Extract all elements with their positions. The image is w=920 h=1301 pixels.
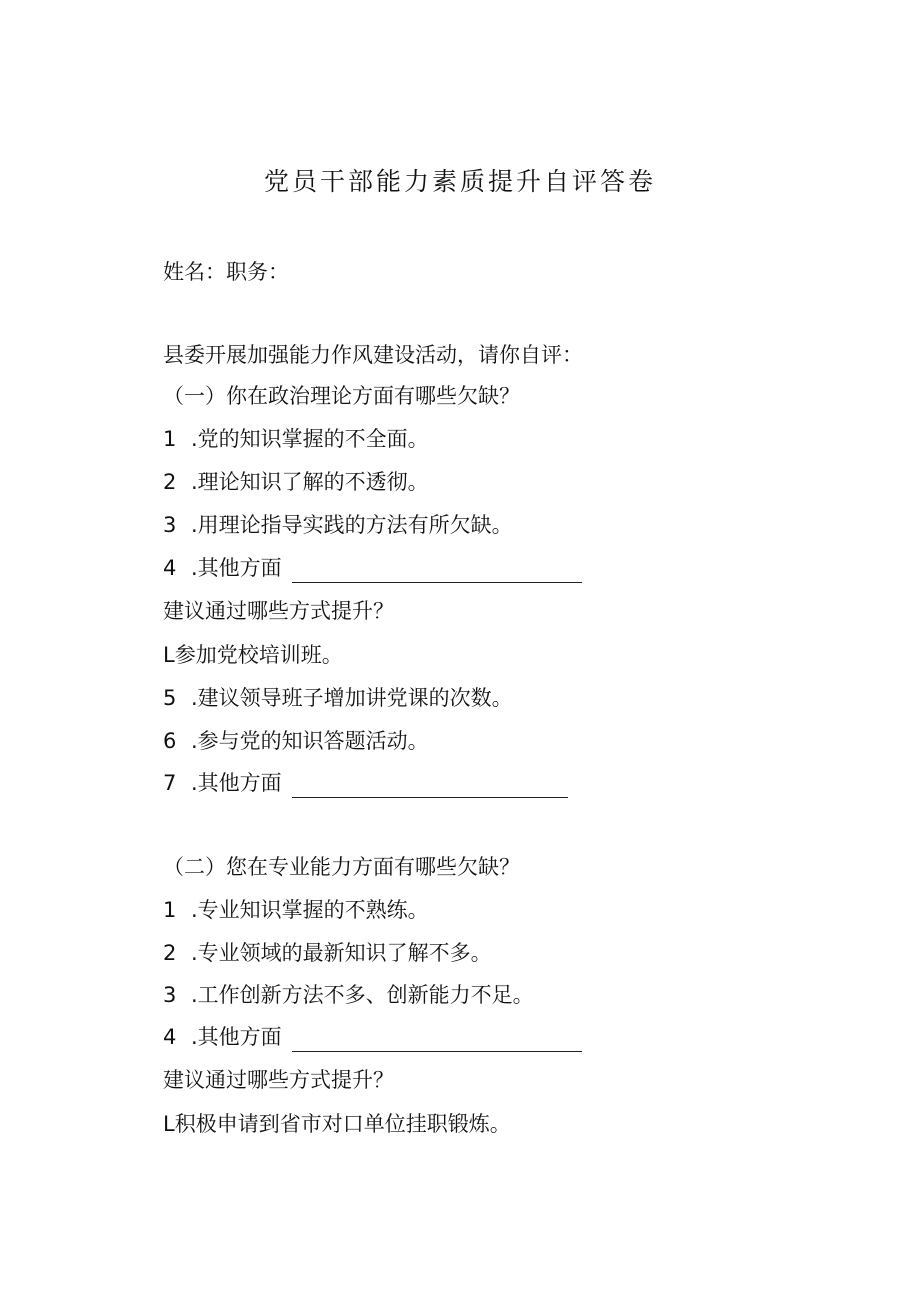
item-number: 3 (163, 513, 177, 537)
section-1-suggestion-1 (163, 640, 343, 670)
section-1-item-1 (163, 424, 429, 454)
item-text: .专业领域的最新知识了解不多。 (191, 941, 492, 965)
item-text: .用理论指导实践的方法有所欠缺。 (191, 513, 513, 537)
item-text: .其他方面 (191, 771, 282, 795)
section-1-suggestion-2 (163, 683, 513, 713)
section-1-suggestion-3 (163, 726, 429, 756)
intro-text: 县委开展加强能力作风建设活动，请你自评： (163, 343, 583, 367)
item-text: L参加党校培训班。 (163, 643, 343, 667)
section-1-item-3 (163, 510, 513, 540)
answer-blank-line[interactable] (292, 775, 568, 798)
item-number: 4 (163, 556, 177, 580)
section-1-item-4 (163, 553, 582, 583)
item-text: .工作创新方法不多、创新能力不足。 (191, 983, 534, 1007)
section-1-suggest-label: 建议通过哪些方式提升？ (163, 599, 394, 623)
answer-blank-line[interactable] (292, 1029, 582, 1052)
section-2-item-4 (163, 1022, 582, 1052)
item-number: 7 (163, 771, 177, 795)
item-text: L积极申请到省市对口单位挂职锻炼。 (163, 1112, 511, 1136)
section-2-question: （二）您在专业能力方面有哪些欠缺？ (163, 855, 520, 879)
section-2-item-3 (163, 980, 534, 1010)
item-number: 1 (163, 898, 177, 922)
section-2-item-1 (163, 895, 429, 925)
answer-blank-line[interactable] (292, 560, 582, 583)
item-number: 6 (163, 729, 177, 753)
item-text: .专业知识掌握的不熟练。 (191, 898, 429, 922)
item-number: 2 (163, 941, 177, 965)
item-text: .党的知识掌握的不全面。 (191, 427, 429, 451)
item-text: .其他方面 (191, 556, 282, 580)
item-number: 3 (163, 983, 177, 1007)
item-text: .其他方面 (191, 1025, 282, 1049)
section-2-suggestion-1 (163, 1109, 511, 1139)
item-text: .参与党的知识答题活动。 (191, 729, 429, 753)
section-1-suggestion-4 (163, 768, 568, 798)
item-number: 1 (163, 427, 177, 451)
item-text: .理论知识了解的不透彻。 (191, 470, 429, 494)
section-1-item-2 (163, 467, 429, 497)
section-1-question: （一）你在政治理论方面有哪些欠缺？ (163, 384, 520, 408)
section-2-item-2 (163, 938, 492, 968)
item-number: 2 (163, 470, 177, 494)
item-number: 4 (163, 1025, 177, 1049)
item-number: 5 (163, 686, 177, 710)
name-position-fields: 姓名：职务： (163, 260, 289, 284)
item-text: .建议领导班子增加讲党课的次数。 (191, 686, 513, 710)
section-2-suggest-label: 建议通过哪些方式提升？ (163, 1068, 394, 1092)
document-title: 党员干部能力素质提升自评答卷 (263, 167, 656, 196)
